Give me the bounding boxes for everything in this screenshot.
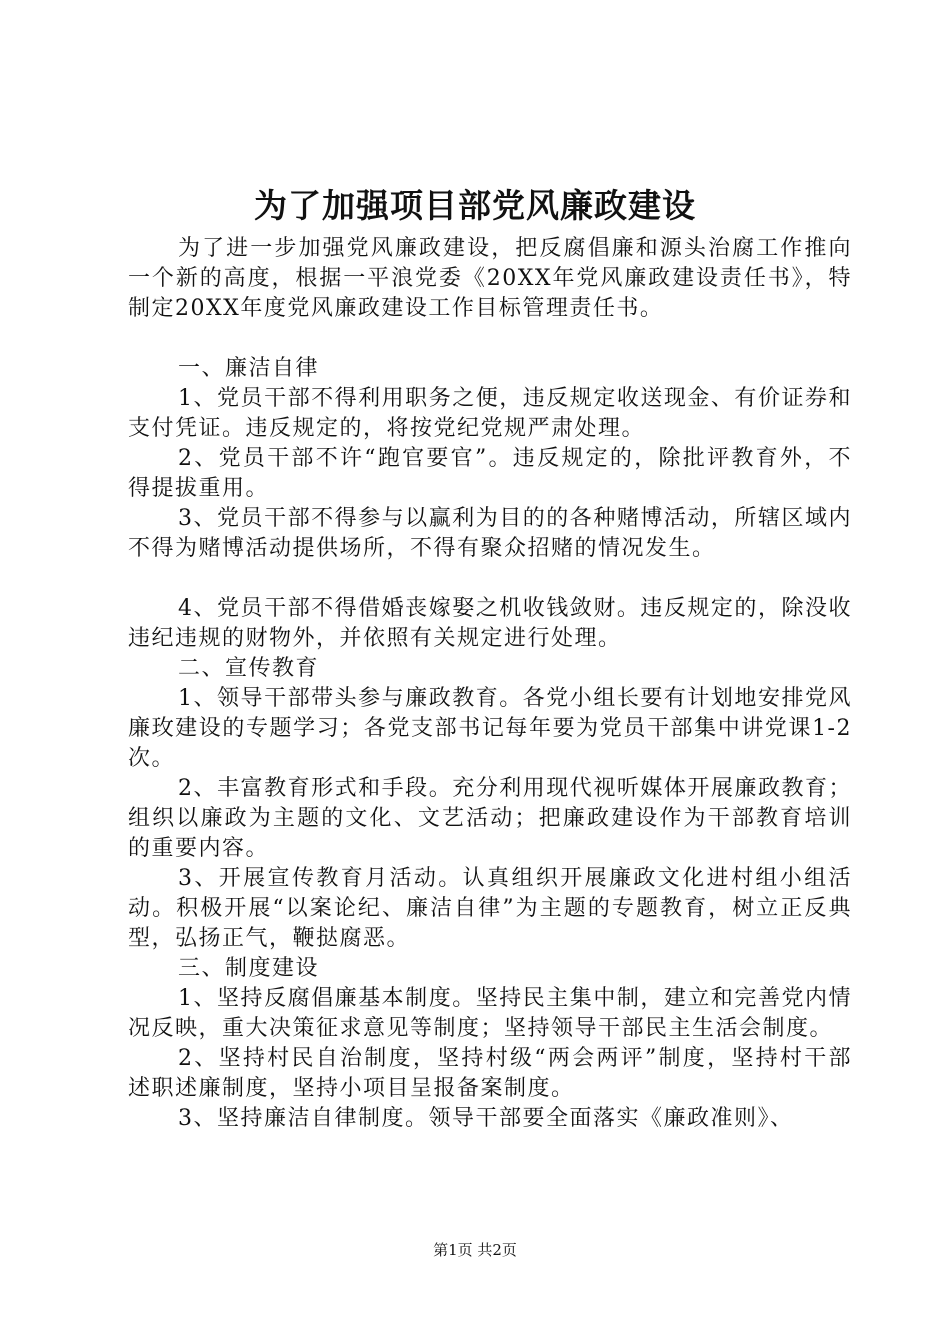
body-paragraph: 1、领导干部带头参与廉政教育。各党小组长要有计划地安排党风廉玫建设的专题学习；各党支部书记每年要为党员干部集中讲党课1-2次。 — [128, 686, 852, 771]
section-heading-1: 一、廉洁自律 — [178, 356, 320, 381]
document-body — [128, 234, 852, 1134]
body-paragraph: 2、丰富教育形式和手段。充分利用现代视听媒体开展廉政教育；组织以廉政为主题的文化、文艺活动；把廉政建设作为干部教育培训的重要内容。 — [128, 776, 852, 861]
body-paragraph: 2、坚持村民自治制度，坚持村级“两会两评”制度，坚持村干部述职述廉制度，坚持小项目呈报备案制度。 — [128, 1046, 852, 1101]
body-paragraph: 3、坚持廉洁自律制度。领导干部要全面落实《廉政准则》、 — [178, 1106, 794, 1131]
body-paragraph: 1、坚持反腐倡廉基本制度。坚持民主集中制，建立和完善党内情况反映，重大决策征求意见等制度；坚持领导干部民主生活会制度。 — [128, 986, 852, 1041]
body-paragraph: 4、党员干部不得借婚丧嫁娶之机收钱敛财。违反规定的，除没收违纪违规的财物外，并依照有关规定进行处理。 — [128, 596, 852, 651]
intro-paragraph: 为了进一步加强党风廉政建设，把反腐倡廉和源头治腐工作推向一个新的高度，根据一平浪党委《20XX年党风廉政建设责任书》，特制定20XX年度党风廉政建设工作目标管理责任书。 — [128, 236, 852, 321]
body-paragraph: 3、开展宣传教育月活动。认真组织开展廉政文化进村组小组活动。积极开展“以案论纪、廉洁自律”为主题的专题教育，树立正反典型，弘扬正气，鞭挞腐恶。 — [128, 866, 852, 951]
body-paragraph: 2、党员干部不许“跑官要官”。违反规定的，除批评教育外，不得提拔重用。 — [128, 446, 852, 501]
section-heading-2: 二、宣传教育 — [178, 656, 320, 681]
body-paragraph: 1、党员干部不得利用职务之便，违反规定收送现金、有价证券和支付凭证。违反规定的，将按党纪党规严肃处理。 — [128, 386, 852, 441]
section-heading-3: 三、制度建设 — [178, 956, 320, 981]
page-number-footer: 第1页 共2页 — [433, 1241, 517, 1259]
document-title: 为了加强项目部党风廉政建设 — [254, 186, 696, 225]
body-paragraph: 3、党员干部不得参与以赢利为目的的各种赌博活动，所辖区域内不得为赌博活动提供场所，不得有聚众招赌的情况发生。 — [128, 506, 852, 561]
